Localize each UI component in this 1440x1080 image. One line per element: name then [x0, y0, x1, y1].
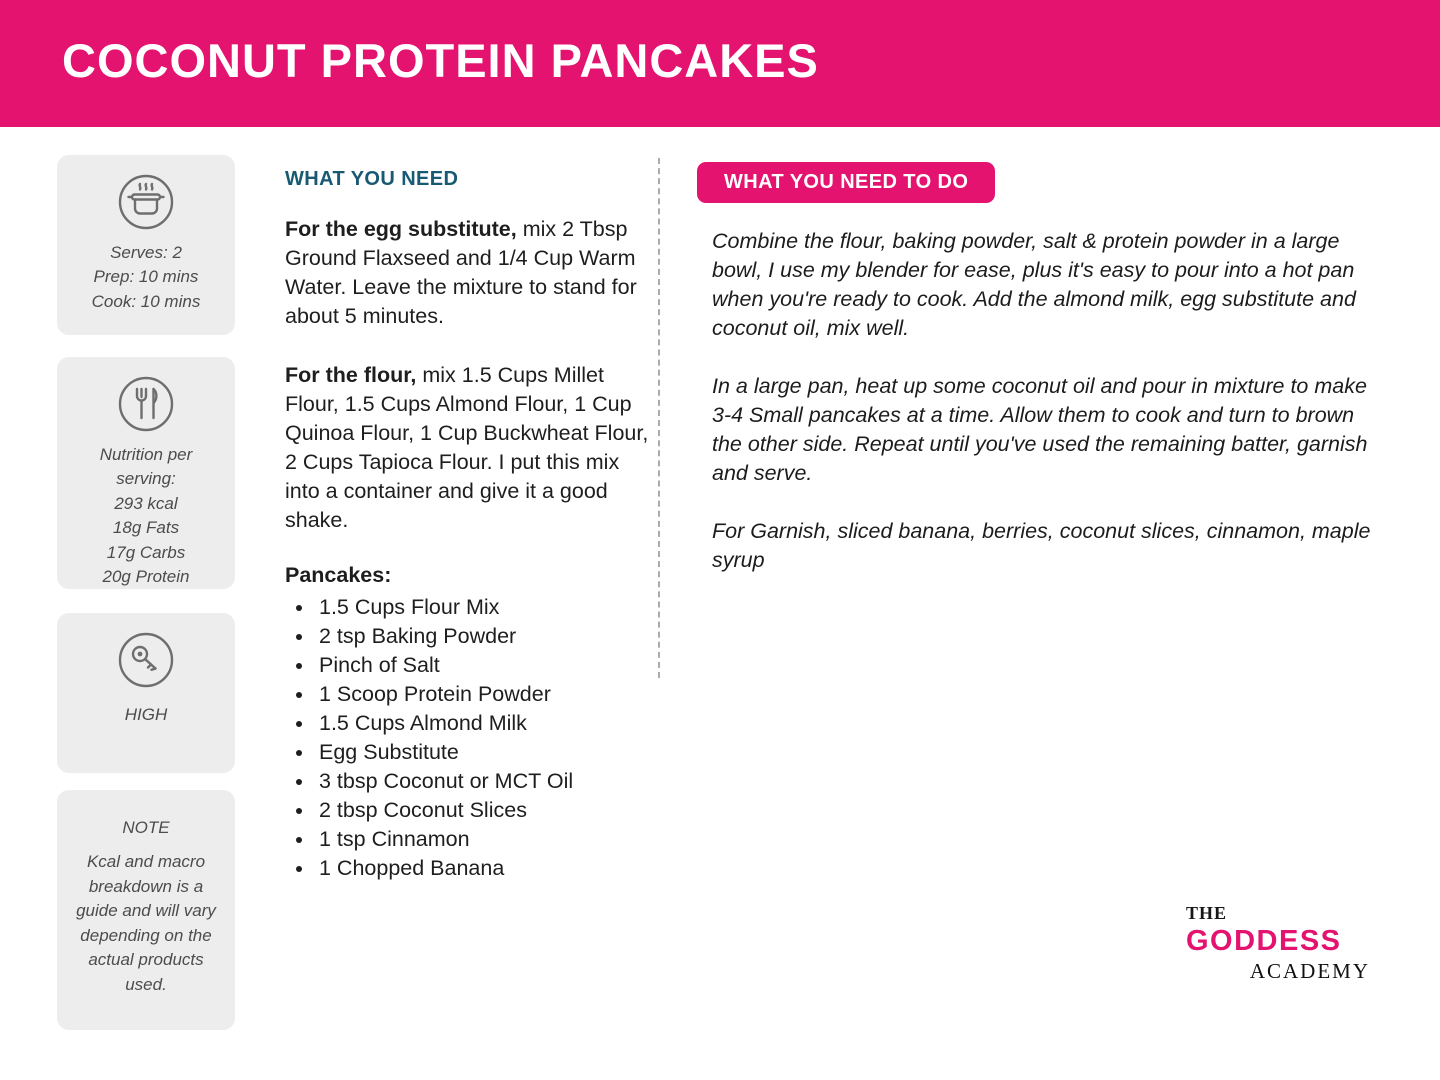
prep-line: Prep: 10 mins: [93, 267, 199, 287]
pancakes-heading: Pancakes:: [285, 563, 392, 587]
dashed-divider: [658, 158, 660, 678]
note-card: [57, 790, 235, 1030]
fork-knife-icon: [117, 375, 175, 433]
level-label: HIGH: [124, 705, 168, 724]
note-title: NOTE: [122, 818, 170, 837]
ingredient-item: • 1.5 Cups Flour Mix: [315, 593, 651, 622]
carbs-line: 17g Carbs: [106, 542, 186, 562]
egg-substitute-lead: For the egg substitute,: [285, 217, 517, 241]
fats-line: 18g Fats: [112, 518, 180, 538]
instructions-section: [697, 162, 1387, 604]
kcal-line: 293 kcal: [114, 493, 178, 513]
steaming-pot-icon: [117, 173, 175, 231]
instruction-step: For Garnish, sliced banana, berries, coconut slices, cinnamon, maple syrup: [712, 519, 1371, 572]
ingredients-section: [285, 168, 651, 883]
logo-the: THE: [1186, 903, 1228, 923]
ingredient-item: • Egg Substitute: [315, 738, 651, 767]
header-banner: [0, 0, 1440, 127]
instruction-step: In a large pan, heat up some coconut oil and pour in mixture to make 3-4 Small pancakes at a time. Allow them to cook and turn to brown the other side. Repeat until you've used the remaining batter, garnish and serve.: [712, 374, 1368, 485]
egg-substitute-paragraph: [285, 215, 651, 331]
flour-paragraph: [285, 361, 651, 535]
goddess-academy-logo: [1186, 903, 1370, 984]
key-icon: [117, 631, 175, 689]
instructions-heading-badge: WHAT YOU NEED TO DO: [697, 162, 995, 203]
instruction-step: Combine the flour, baking powder, salt & protein powder in a large bowl, I use my blender for ease, plus it's easy to pour into a hot pan when you're ready to cook. Add the almond milk, egg substitute and coconut oil, mix well.: [712, 229, 1356, 340]
logo-academy: ACADEMY: [1249, 959, 1370, 983]
flour-text: mix 1.5 Cups Millet Flour, 1.5 Cups Almond Flour, 1 Cup Quinoa Flour, 1 Cup Buckwheat Flour, 2 Cups Tapioca Flour. I put this mix into a container and give it a good shake.: [285, 363, 649, 532]
ingredient-item: • 2 tsp Baking Powder: [315, 622, 651, 651]
ingredient-item: • 1.5 Cups Almond Milk: [315, 709, 651, 738]
ingredients-heading: WHAT YOU NEED: [285, 168, 459, 190]
nutrition-card: [57, 357, 235, 589]
ingredient-item: • 2 tbsp Coconut Slices: [315, 796, 651, 825]
logo-goddess: GODDESS: [1186, 925, 1342, 957]
ingredient-item: • 1 Scoop Protein Powder: [315, 680, 651, 709]
ingredient-item: • 3 tbsp Coconut or MCT Oil: [315, 767, 651, 796]
egg-substitute-text: mix 2 Tbsp Ground Flaxseed and 1/4 Cup Warm Water. Leave the mixture to stand for about 5 minutes.: [285, 217, 637, 328]
nutrition-title: Nutrition per serving:: [99, 445, 193, 489]
protein-level-card: [57, 613, 235, 773]
protein-line: 20g Protein: [102, 567, 190, 587]
cook-line: Cook: 10 mins: [91, 291, 201, 311]
note-body: Kcal and macro breakdown is a guide and will vary depending on the actual products used.: [76, 852, 216, 994]
ingredient-item: • 1 tsp Cinnamon: [315, 825, 651, 854]
ingredient-item: • Pinch of Salt: [315, 651, 651, 680]
page-title: COCONUT PROTEIN PANCAKES: [62, 34, 819, 87]
flour-lead: For the flour,: [285, 363, 417, 387]
ingredient-item: • 1 Chopped Banana: [315, 854, 651, 883]
serves-line: Serves: 2: [110, 243, 182, 262]
serving-info-card: [57, 155, 235, 335]
instructions-paragraphs: [712, 227, 1384, 575]
ingredient-list: [285, 593, 651, 883]
